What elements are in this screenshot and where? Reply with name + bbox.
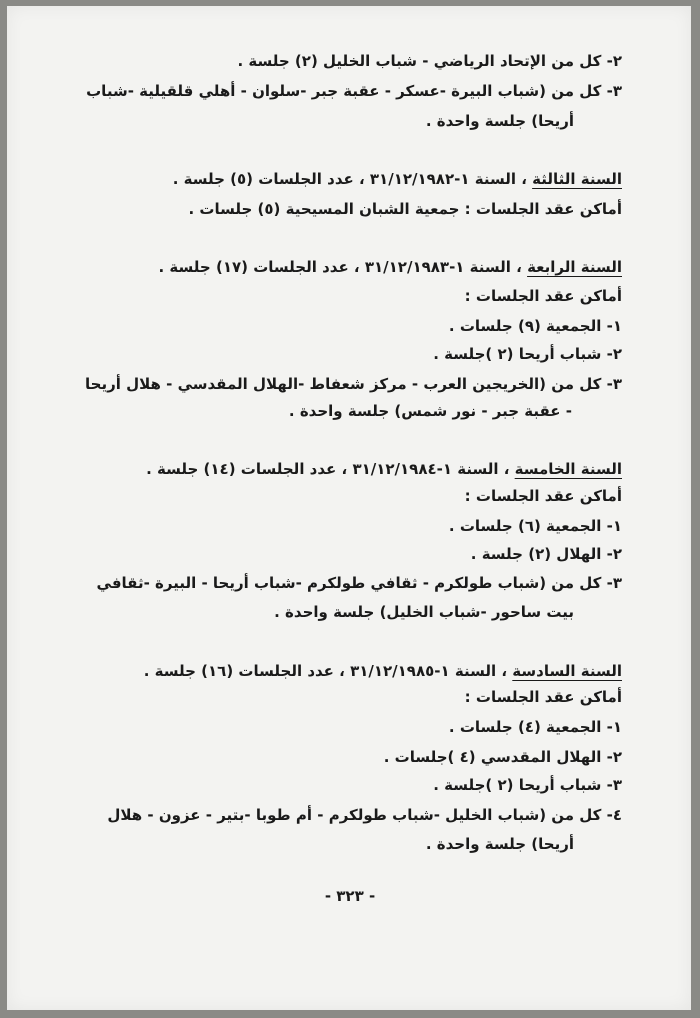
section-detail: ، السنة ١-٣١/١٢/١٩٨٥ ، عدد الجلسات (١٦) جلسة .	[143, 662, 513, 680]
page-number: - ٣٢٣ -	[324, 887, 376, 905]
text-line: أماكن عقد الجلسات :	[464, 688, 622, 706]
text-line: ٤- كل من (شباب الخليل -شباب طولكرم - أم طوبا -بتير - عزون - هلال	[107, 806, 622, 824]
text-line: ٢- الهلال (٢) جلسة .	[470, 545, 622, 563]
section-heading-year-3	[82, 165, 622, 193]
text-line: بيت ساحور -شباب الخليل) جلسة واحدة .	[274, 603, 574, 621]
section-detail: ، السنة ١-٣١/١٢/١٩٨٢ ، عدد الجلسات (٥) جلسة .	[172, 170, 533, 188]
section-label: السنة الخامسة	[514, 460, 622, 478]
text-line: ٣- شباب أريحا (٢ )جلسة .	[433, 776, 622, 794]
text-line: أريحا) جلسة واحدة .	[425, 835, 574, 853]
text-line: ٢- شباب أريحا (٢ )جلسة .	[433, 345, 622, 363]
section-label: السنة السادسة	[512, 662, 622, 680]
text-line: ١- الجمعية (٩) جلسات .	[448, 317, 622, 335]
text-line: ٣- كل من (الخريجين العرب - مركز شعفاط -الهلال المقدسي - هلال أريحا	[85, 375, 622, 393]
text-line: ٣- كل من (شباب البيرة -عسكر - عقبة جبر -سلوان - أهلي قلقيلية -شباب	[86, 82, 622, 100]
section-heading-year-5	[82, 455, 622, 483]
text-line: ٣- كل من (شباب طولكرم - ثقافي طولكرم -شباب أريحا - البيرة -ثقافي	[96, 574, 622, 592]
text-line: - عقبة جبر - نور شمس) جلسة واحدة .	[288, 402, 572, 420]
section-heading-year-6	[82, 657, 622, 685]
section-detail: ، السنة ١-٣١/١٢/١٩٨٤ ، عدد الجلسات (١٤) جلسة .	[146, 460, 515, 478]
text-line: أماكن عقد الجلسات : جمعية الشبان المسيحية (٥) جلسات .	[188, 200, 622, 218]
section-detail: ، السنة ١-٣١/١٢/١٩٨٣ ، عدد الجلسات (١٧) جلسة .	[158, 258, 528, 276]
text-line: أماكن عقد الجلسات :	[464, 287, 622, 305]
text-line: ١- الجمعية (٦) جلسات .	[448, 517, 622, 535]
section-label: السنة الرابعة	[527, 258, 622, 276]
section-label: السنة الثالثة	[532, 170, 622, 188]
section-heading-year-4	[82, 253, 622, 281]
text-line: ١- الجمعية (٤) جلسات .	[448, 718, 622, 736]
text-line: أماكن عقد الجلسات :	[464, 487, 622, 505]
text-line: أريحا) جلسة واحدة .	[425, 112, 574, 130]
text-line: ٢- كل من الإتحاد الرياضي - شباب الخليل (٢) جلسة .	[237, 52, 622, 70]
text-line: ٢- الهلال المقدسي (٤ )جلسات .	[383, 748, 622, 766]
